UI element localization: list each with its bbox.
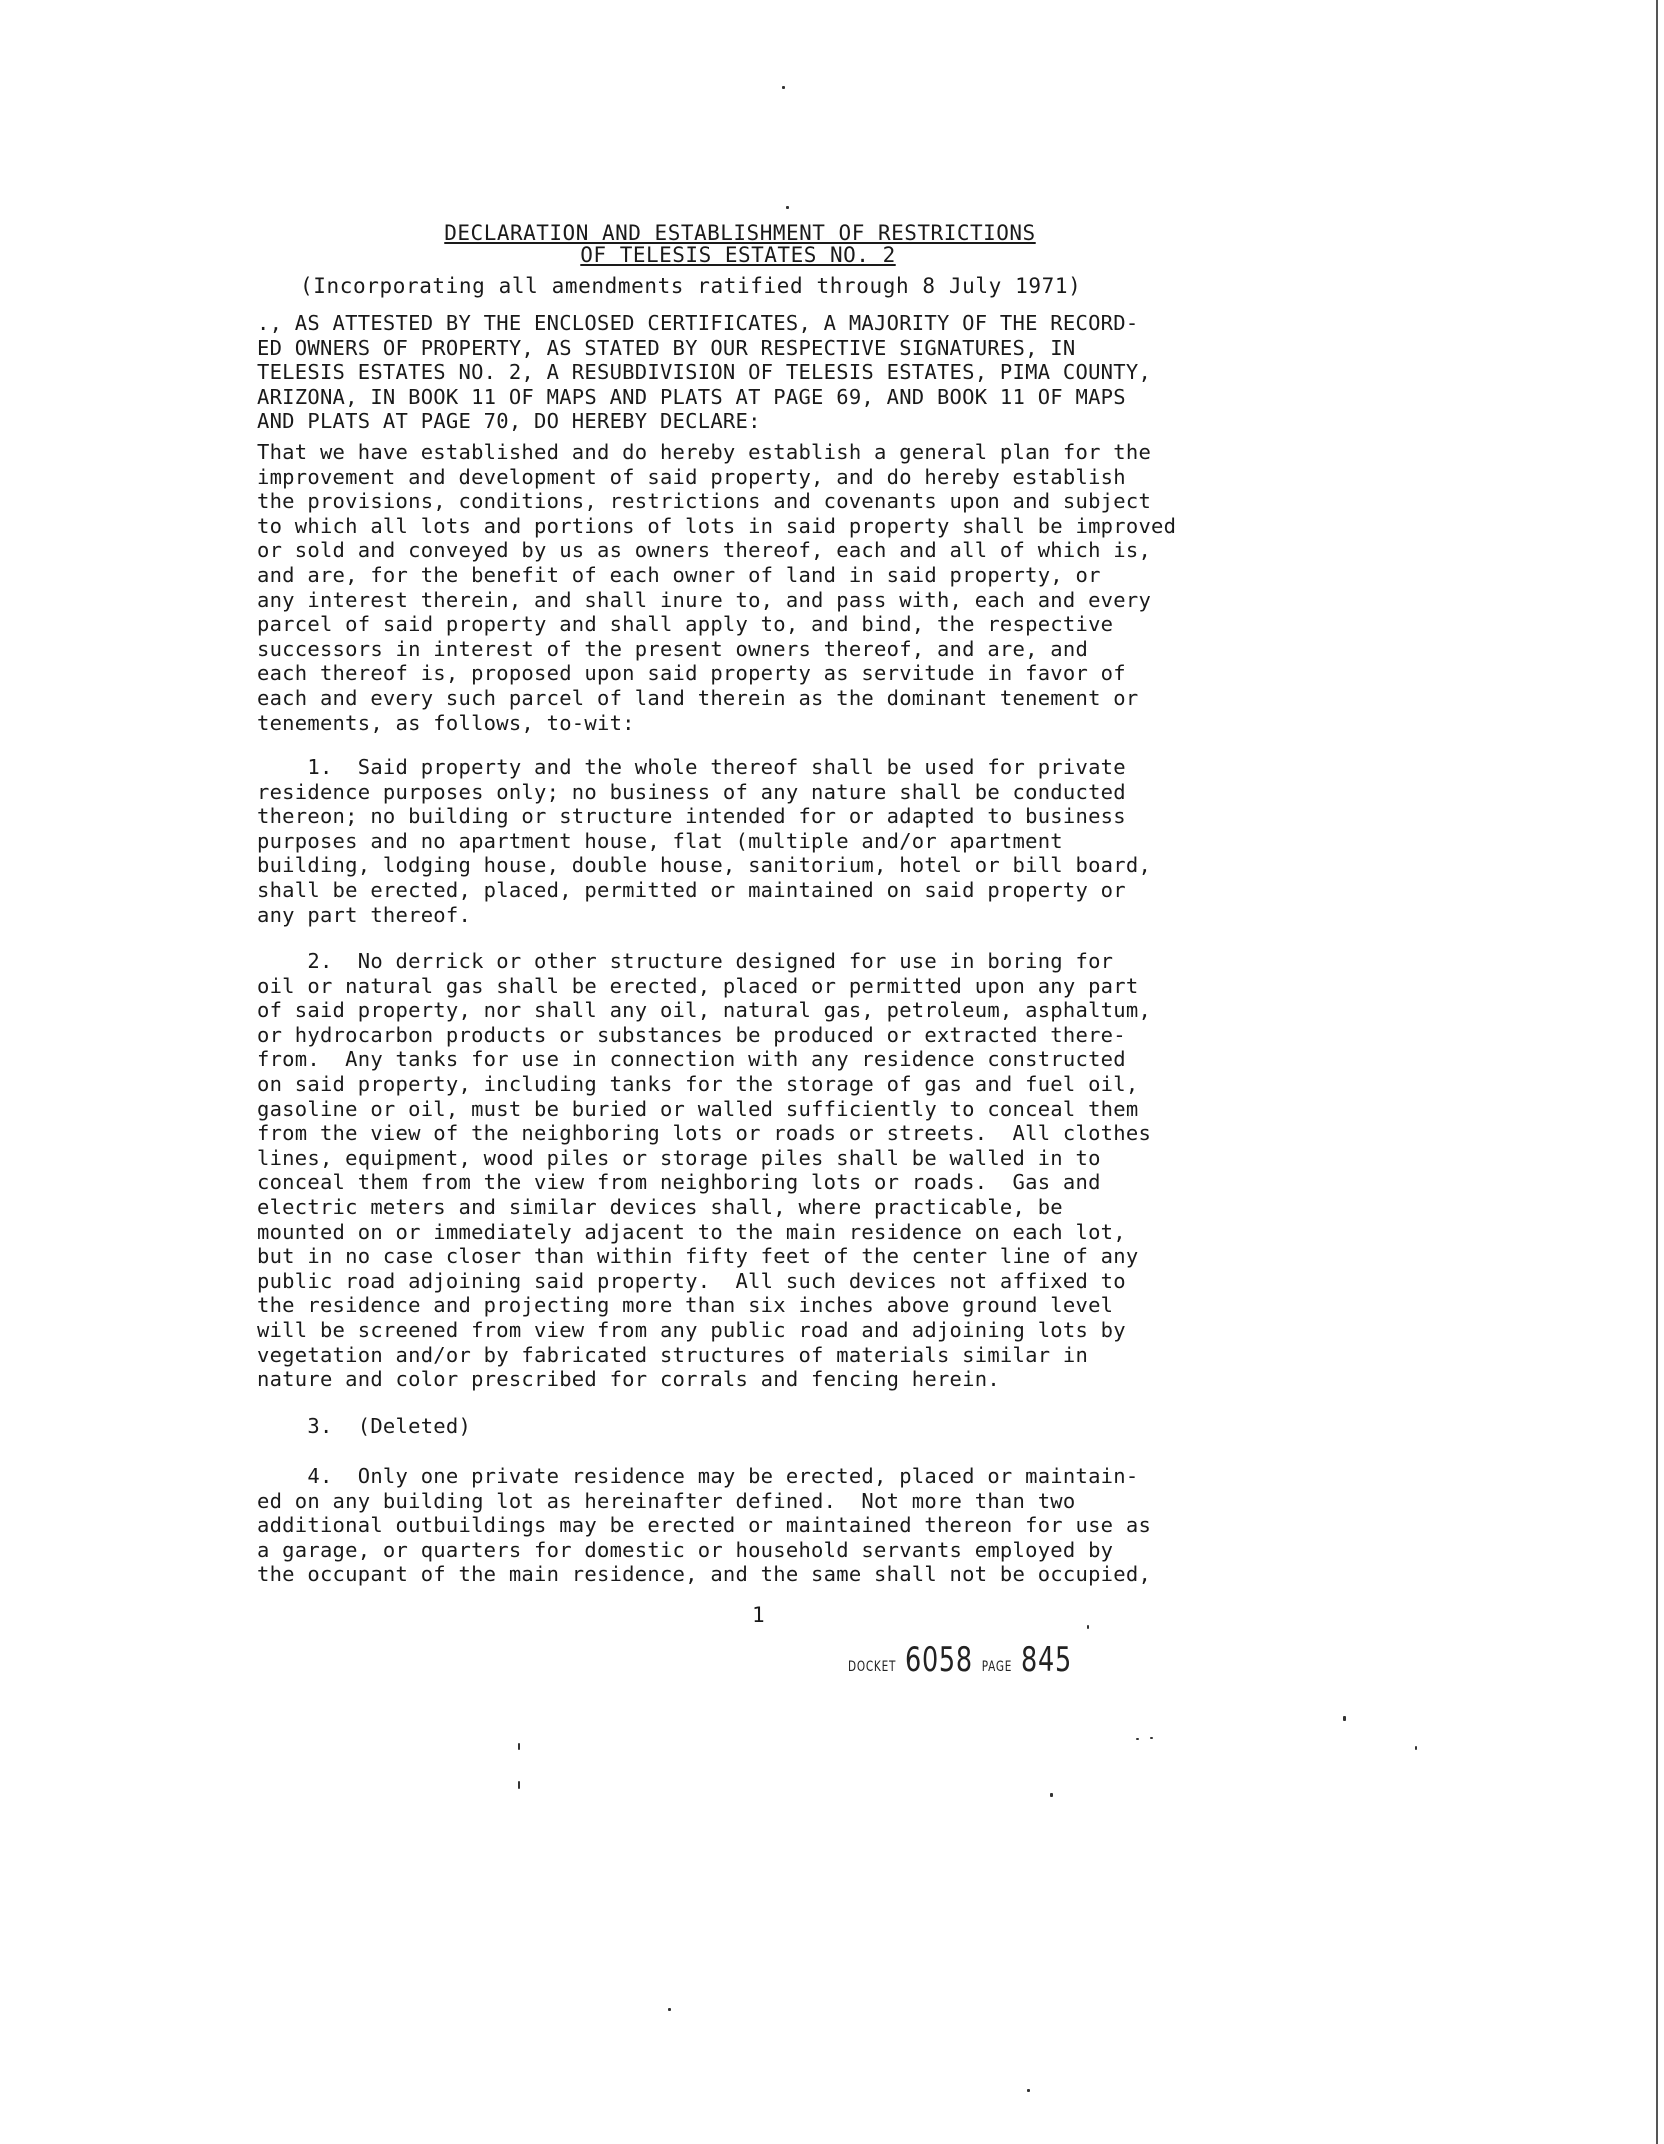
scan-speck xyxy=(1150,1737,1153,1739)
stamp-page-label: PAGE xyxy=(981,1659,1013,1675)
scan-speck xyxy=(1343,1716,1346,1721)
recording-stamp xyxy=(848,1640,1072,1680)
scan-speck xyxy=(518,1743,520,1750)
scan-speck xyxy=(786,206,789,209)
preamble-paragraph: ., AS ATTESTED BY THE ENCLOSED CERTIFICATES, A MAJORITY OF THE RECORD- ED OWNERS OF PROPERTY, AS STATED BY OUR RESPECTIVE SIGNATURES, IN TELESIS ESTATES NO. 2, A RESUBDIVISION OF TELESIS ESTATES, PIMA COUNTY, ARIZONA, IN BOOK 11 OF MAPS AND PLATS AT PAGE 69, AND BOOK 11 OF MAPS AND PLATS AT PAGE 70, DO HEREBY DECLARE: xyxy=(257,311,1152,434)
scan-speck xyxy=(1087,1625,1089,1629)
stamp-docket-number: 6058 xyxy=(904,1640,973,1680)
restriction-item-2: 2. No derrick or other structure designed for use in boring for oil or natural gas shall be erected, placed or permitted upon any part of said property, nor shall any oil, natural gas, petroleum, asphaltum, or hydrocarbon products or substances be produced or extracted there- from. Any tanks for use in connection with any residence constructed on said property, including tanks for the storage of gas and fuel oil, gasoline or oil, must be buried or walled sufficiently to conceal them from the view of the neighboring lots or roads or streets. All clothes lines, equipment, wood piles or storage piles shall be walled in to conceal them from the view from neighboring lots or roads. Gas and electric meters and similar devices shall, where practicable, be mounted on or immediately adjacent to the main residence on each lot, but in no case closer than within fifty feet of the center line of any public road adjoining said property. All such devices not affixed to the residence and projecting more than six inches above ground level will be screened from view from any public road and adjoining lots by vegetation and/or by fabricated structures of materials similar in nature and color prescribed for corrals and fencing herein. xyxy=(257,949,1152,1392)
scan-speck xyxy=(668,2008,671,2011)
document-title xyxy=(290,222,1190,266)
declaration-paragraph: That we have established and do hereby establish a general plan for the improvement and development of said property, and do hereby establish the provisions, conditions, restrictions and covenants upon and subject to which all lots and portions of lots in said property shall be improved or sold and conveyed by us as owners thereof, each and all of which is, and are, for the benefit of each owner of land in said property, or any interest therein, and shall inure to, and pass with, each and every parcel of said property and shall apply to, and bind, the respective successors in interest of the present owners thereof, and are, and each thereof is, proposed upon said property as servitude in favor of each and every such parcel of land therein as the dominant tenement or tenements, as follows, to-wit: xyxy=(257,440,1177,735)
document-subtitle: (Incorporating all amendments ratified through 8 July 1971) xyxy=(300,274,1082,298)
page-number: 1 xyxy=(752,1603,765,1627)
stamp-page-number: 845 xyxy=(1021,1640,1072,1680)
restriction-item-3: 3. (Deleted) xyxy=(257,1414,472,1438)
scan-speck xyxy=(1027,2089,1030,2092)
title-line-2: OF TELESIS ESTATES NO. 2 xyxy=(580,243,896,267)
scan-speck xyxy=(782,86,785,89)
title-line-1: DECLARATION AND ESTABLISHMENT OF RESTRICTIONS xyxy=(444,221,1036,245)
scan-edge-line xyxy=(1656,0,1658,2144)
scan-speck xyxy=(1415,1746,1417,1750)
stamp-docket-label: DOCKET xyxy=(848,1659,897,1675)
scan-speck xyxy=(518,1781,520,1789)
restriction-item-1: 1. Said property and the whole thereof shall be used for private residence purposes only; no business of any nature shall be conducted thereon; no building or structure intended for or adapted to business purposes and no apartment house, flat (multiple and/or apartment building, lodging house, double house, sanitorium, hotel or bill board, shall be erected, placed, permitted or maintained on said property or any part thereof. xyxy=(257,755,1152,927)
scan-speck xyxy=(1050,1793,1053,1797)
restriction-item-4: 4. Only one private residence may be erected, placed or maintain- ed on any building lot as hereinafter defined. Not more than two additional outbuildings may be erected or maintained thereon for use as a garage, or quarters for domestic or household servants employed by the occupant of the main residence, and the same shall not be occupied, xyxy=(257,1464,1152,1587)
scan-speck xyxy=(1136,1738,1139,1740)
